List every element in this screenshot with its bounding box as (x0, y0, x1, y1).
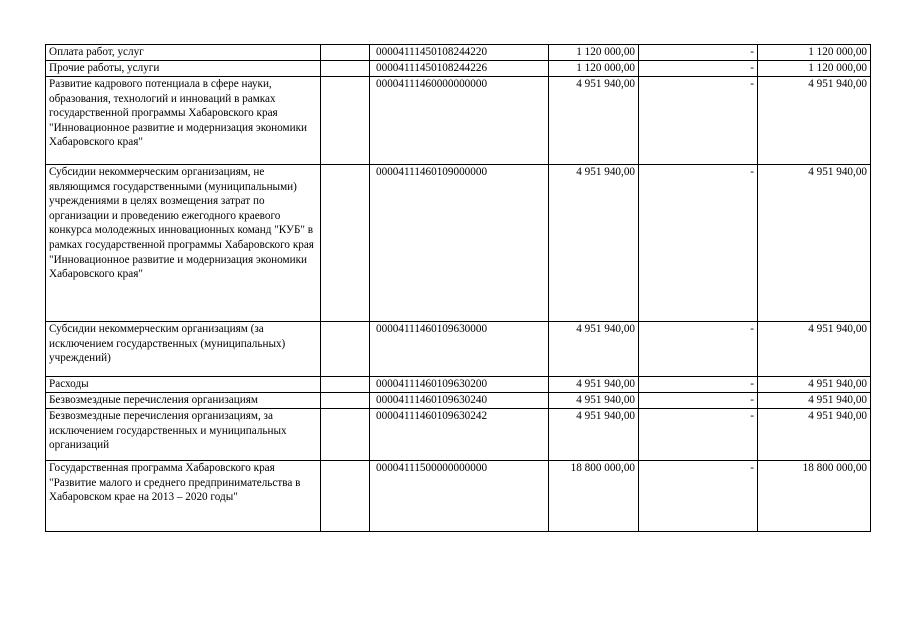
table-row (46, 322, 871, 377)
row-gap-cell (321, 165, 370, 322)
row-gap-cell (321, 393, 370, 409)
row-gap-cell (321, 45, 370, 61)
row-code: 00004111450108244226 (370, 61, 549, 77)
table-row (46, 409, 871, 461)
row-remaining: 1 120 000,00 (758, 45, 871, 61)
row-remaining: 1 120 000,00 (758, 61, 871, 77)
row-name: Оплата работ, услуг (46, 45, 321, 61)
row-remaining: 4 951 940,00 (758, 409, 871, 461)
row-name: Прочие работы, услуги (46, 61, 321, 77)
row-remaining: 4 951 940,00 (758, 77, 871, 165)
row-code: 00004111460109630000 (370, 322, 549, 377)
row-code: 00004111460109630200 (370, 377, 549, 393)
table-row (46, 165, 871, 322)
row-approved: 1 120 000,00 (549, 45, 639, 61)
row-code: 00004111460109630240 (370, 393, 549, 409)
row-code: 00004111450108244220 (370, 45, 549, 61)
row-executed: - (639, 393, 758, 409)
row-executed: - (639, 165, 758, 322)
row-code: 00004111500000000000 (370, 461, 549, 532)
row-remaining: 4 951 940,00 (758, 322, 871, 377)
row-gap-cell (321, 409, 370, 461)
row-remaining: 18 800 000,00 (758, 461, 871, 532)
row-approved: 4 951 940,00 (549, 377, 639, 393)
row-executed: - (639, 77, 758, 165)
table-row (46, 77, 871, 165)
row-code: 00004111460109630242 (370, 409, 549, 461)
row-executed: - (639, 322, 758, 377)
row-name: Безвозмездные перечисления организациям, за исключением государственных и муниципальных организаций (46, 409, 321, 461)
row-name: Субсидии некоммерческим организациям, не являющимся государственными (муниципальными) учреждениями в целях возмещения затрат по организации и проведению ежегодного краевого конкурса молодежных инновационных команд "КУБ" в рамках государственной программы Хабаровского края "Инновационное развитие и модернизация экономики Хабаровского края" (46, 165, 321, 322)
table-row (46, 461, 871, 532)
row-gap-cell (321, 377, 370, 393)
row-approved: 4 951 940,00 (549, 393, 639, 409)
row-gap-cell (321, 61, 370, 77)
row-executed: - (639, 377, 758, 393)
table-row (46, 61, 871, 77)
row-code: 00004111460109000000 (370, 165, 549, 322)
row-gap-cell (321, 77, 370, 165)
row-approved: 4 951 940,00 (549, 165, 639, 322)
row-gap-cell (321, 461, 370, 532)
row-name: Государственная программа Хабаровского края "Развитие малого и среднего предпринимательства в Хабаровском крае на 2013 – 2020 годы" (46, 461, 321, 532)
budget-execution-table (45, 44, 871, 532)
row-approved: 4 951 940,00 (549, 77, 639, 165)
table-row (46, 377, 871, 393)
row-approved: 18 800 000,00 (549, 461, 639, 532)
row-approved: 1 120 000,00 (549, 61, 639, 77)
row-name: Развитие кадрового потенциала в сфере науки, образования, технологий и инноваций в рамках государственной программы Хабаровского края "Инновационное развитие и модернизация экономики Хабаровского края" (46, 77, 321, 165)
row-executed: - (639, 409, 758, 461)
row-remaining: 4 951 940,00 (758, 377, 871, 393)
row-name: Безвозмездные перечисления организациям (46, 393, 321, 409)
row-remaining: 4 951 940,00 (758, 393, 871, 409)
table-row (46, 393, 871, 409)
table-row (46, 45, 871, 61)
row-approved: 4 951 940,00 (549, 322, 639, 377)
row-executed: - (639, 461, 758, 532)
row-executed: - (639, 45, 758, 61)
row-name: Расходы (46, 377, 321, 393)
row-code: 00004111460000000000 (370, 77, 549, 165)
row-executed: - (639, 61, 758, 77)
row-gap-cell (321, 322, 370, 377)
row-remaining: 4 951 940,00 (758, 165, 871, 322)
row-name: Субсидии некоммерческим организациям (за исключением государственных (муниципальных) учреждений) (46, 322, 321, 377)
row-approved: 4 951 940,00 (549, 409, 639, 461)
